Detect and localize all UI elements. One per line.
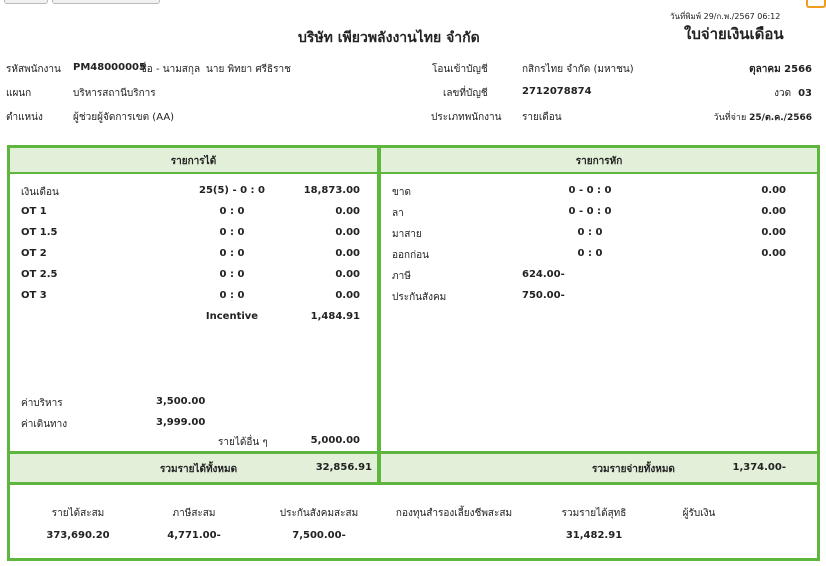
income-amount: 0.00 xyxy=(335,248,360,259)
divider xyxy=(10,172,817,174)
summary-value: 7,500.00- xyxy=(292,530,346,541)
employee-type-label: ประเภทพนักงาน xyxy=(431,112,502,123)
summary-value: 31,482.91 xyxy=(565,530,623,541)
income-amount: 0.00 xyxy=(335,290,360,301)
tax-amount: 624.00- xyxy=(522,269,565,280)
income-name: OT 1.5 xyxy=(21,227,58,238)
income-qty: 0 : 0 xyxy=(219,290,245,301)
summary-header: รายได้สะสม xyxy=(51,508,105,519)
deduction-total: 1,374.00- xyxy=(732,462,786,473)
department-label: แผนก xyxy=(6,88,32,99)
corner-icon[interactable] xyxy=(806,0,826,8)
summary-header: ประกันสังคมสะสม xyxy=(279,508,359,519)
summary-value: 373,690.20 xyxy=(46,530,110,541)
income-qty: 0 : 0 xyxy=(219,227,245,238)
other-income-total: 5,000.00 xyxy=(310,435,360,446)
summary-value: 4,771.00- xyxy=(167,530,221,541)
company-name: บริษัท เพียวพลังงานไทย จำกัด xyxy=(298,30,480,46)
employee-name: นาย พิทยา ศรีธิราช xyxy=(206,64,291,75)
deduction-amount: 0.00 xyxy=(761,206,786,217)
deduction-title: รายการหัก xyxy=(575,156,623,167)
other-income-amount: 3,999.00 xyxy=(156,417,206,428)
position: ผู้ช่วยผู้จัดการเขต (AA) xyxy=(73,112,175,123)
summary-header: รวมรายได้สุทธิ xyxy=(561,508,627,519)
employee-code: PM48000005 xyxy=(73,62,146,73)
employee-name-label: ชื่อ - นามสกุล xyxy=(140,64,201,75)
divider xyxy=(377,148,381,482)
income-qty: 0 : 0 xyxy=(219,206,245,217)
employee-type: รายเดือน xyxy=(522,112,562,123)
deduction-name: ขาด xyxy=(392,187,411,198)
income-qty: 0 : 0 xyxy=(219,269,245,280)
incentive-label: Incentive xyxy=(205,311,259,322)
document-title: ใบจ่ายเงินเดือน xyxy=(684,25,784,43)
deduction-qty: 0 : 0 xyxy=(577,227,603,238)
deduction-name: ออกก่อน xyxy=(392,250,429,261)
deduction-qty: 0 : 0 xyxy=(577,248,603,259)
bank-name: กสิกรไทย จำกัด (มหาชน) xyxy=(522,64,634,75)
social-security-amount: 750.00- xyxy=(522,290,565,301)
income-total-label: รวมรายได้ทั้งหมด xyxy=(160,464,238,475)
pay-date-value: 25/ต.ค./2566 xyxy=(749,113,812,123)
summary-header: กองทุนสำรองเลี้ยงชีพสะสม xyxy=(395,508,513,519)
pay-date xyxy=(714,110,812,124)
deduction-amount: 0.00 xyxy=(761,185,786,196)
other-income-name: ค่าเดินทาง xyxy=(21,419,68,430)
payslip-table xyxy=(7,145,820,561)
income-name: OT 2 xyxy=(21,248,47,259)
department: บริหารสถานีบริการ xyxy=(73,88,156,99)
bank-transfer-label: โอนเข้าบัญชี xyxy=(432,64,488,75)
income-title: รายการได้ xyxy=(170,156,217,167)
income-name: OT 3 xyxy=(21,290,47,301)
print-datetime: 29/ก.พ./2567 06:12 xyxy=(703,12,781,21)
income-amount: 0.00 xyxy=(335,269,360,280)
social-security-label: ประกันสังคม xyxy=(392,292,447,303)
tax-label: ภาษี xyxy=(392,271,411,282)
deduction-name: ลา xyxy=(392,208,404,219)
income-amount: 0.00 xyxy=(335,227,360,238)
pay-month: ตุลาคม 2566 xyxy=(749,64,812,75)
income-amount: 0.00 xyxy=(335,206,360,217)
toolbar-button-right[interactable] xyxy=(52,0,160,4)
toolbar-button-left[interactable] xyxy=(4,0,48,4)
income-qty: 25(5) - 0 : 0 xyxy=(198,185,265,196)
pay-date-label: วันที่จ่าย xyxy=(713,113,747,123)
installment-value: 03 xyxy=(798,88,812,99)
installment xyxy=(774,86,812,101)
account-label: เลขที่บัญชี xyxy=(443,88,488,99)
income-total: 32,856.91 xyxy=(315,462,372,473)
other-income-amount: 3,500.00 xyxy=(156,396,206,407)
income-name: OT 1 xyxy=(21,206,47,217)
divider xyxy=(10,451,817,454)
other-income-name: ค่าบริหาร xyxy=(21,398,63,409)
deduction-name: มาสาย xyxy=(392,229,422,240)
other-income-total-label: รายได้อื่น ๆ xyxy=(218,437,268,448)
income-name: เงินเดือน xyxy=(21,187,59,198)
print-label: วันที่พิมพ์ xyxy=(670,12,702,21)
deduction-amount: 0.00 xyxy=(761,248,786,259)
summary-header: ภาษีสะสม xyxy=(172,508,216,519)
position-label: ตำแหน่ง xyxy=(6,112,43,123)
summary-header: ผู้รับเงิน xyxy=(682,508,716,519)
divider xyxy=(10,482,817,485)
deduction-qty: 0 - 0 : 0 xyxy=(568,185,612,196)
income-qty: 0 : 0 xyxy=(219,248,245,259)
deduction-total-label: รวมรายจ่ายทั้งหมด xyxy=(592,464,675,475)
installment-label: งวด xyxy=(774,88,792,99)
income-name: OT 2.5 xyxy=(21,269,58,280)
deduction-amount: 0.00 xyxy=(761,227,786,238)
income-amount: 18,873.00 xyxy=(303,185,360,196)
deduction-qty: 0 - 0 : 0 xyxy=(568,206,612,217)
incentive-amount: 1,484.91 xyxy=(310,311,360,322)
account-number: 2712078874 xyxy=(522,86,592,97)
employee-code-label: รหัสพนักงาน xyxy=(6,64,61,75)
